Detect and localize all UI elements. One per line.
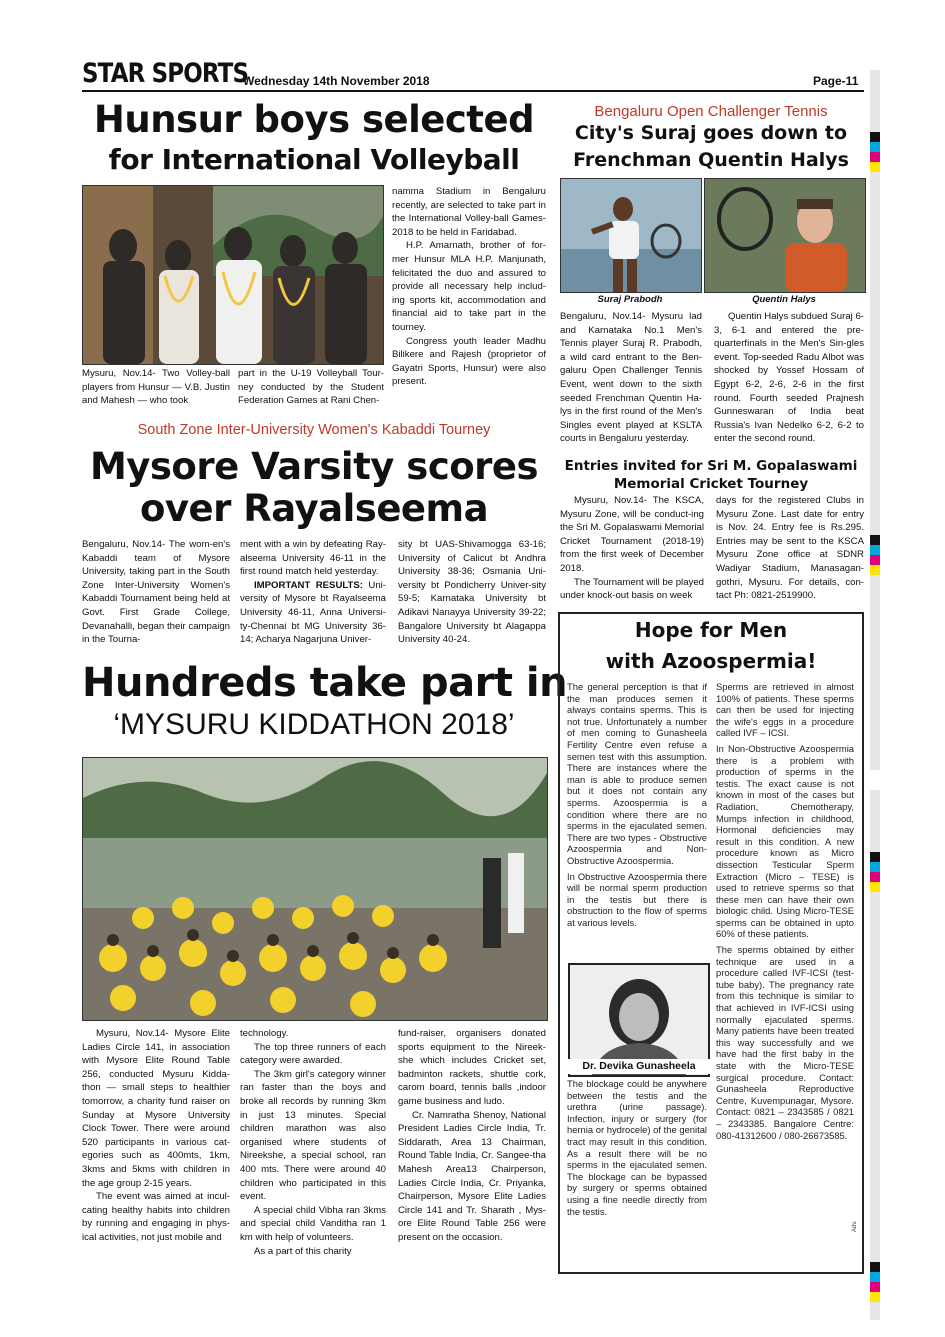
story3-col3 [398, 538, 546, 650]
advert-col2-p1: Sperms are retrieved in almost 100% of patients. These sperms can then be used for injecting the wife's eggs in a procedure called IVF – ICSI. [716, 681, 854, 739]
story4-col2-p1: days for the registered Clubs in Mysuru Zone. Last date for entry is Nov. 24. Entry fee is Rs.295. Entries may be sent to the KSCA Mysuru Zone office at SDNR Wadiyar Stadium, Manasagan-gothri, Mysuru. For details, con-tact Ph: 0821-2519900. [716, 495, 864, 602]
story2-photo-suraj [560, 178, 702, 293]
advert-col1-p2: In Obstructive Azoospermia there will be normal sperm production in the testis but there is obstruction to the flow of sperms at various levels. [567, 870, 707, 928]
story5-col1-p1: Mysuru, Nov.14- Mysore Elite Ladies Circle 141, in association with Mysore Elite Round Table 256, conducted Mysuru Kidda-thon — small steps to healthier tomorrow, a charity fund raiser on Sunday at Mysore University Clock Tower. There were around 520 participants in various cat-egories such as 400mts, 1km, 3kms and 5kms with children in the age group 2-15 years. [82, 1028, 230, 1189]
story4-col2 [716, 494, 864, 608]
story1-col3-p2: H.P. Amarnath, brother of for-mer Hunsur MLA H.P. Manjunath, felicitated the duo and assured to provide all necessary help includ-ing sports kit, accommodation and financial aid to take part in the tourney. [392, 240, 546, 333]
story5-col2-p1: technology. [240, 1028, 289, 1039]
story2-headline-line2: Frenchman Quentin Halys [573, 149, 849, 171]
story2-photo-quentin [704, 178, 866, 293]
registration-marks-low [870, 852, 880, 892]
story3-col2-rest: Uni-versity of Mysore bt Rayalseema University 46-11, Anna Universi-ty-Chennai bt MG University 36-14; Acharya Nagarjuna Univer- [240, 579, 386, 646]
story3-kicker: South Zone Inter-University Women's Kabaddi Tourney [137, 422, 491, 438]
story3-col2 [240, 538, 386, 650]
story1-col1 [82, 367, 230, 411]
advert-tag: Adv. [852, 1220, 858, 1232]
story2-photo1-caption: Suraj Prabodh [597, 294, 663, 305]
story1-col3-p3: Congress youth leader Madhu Bilikere and Rajesh (proprietor of Gayatri Sports, Hunsur) were also present. [392, 335, 546, 388]
story4-col1-p2: The Tournament will be played under knock-out basis on week [560, 576, 704, 602]
story4-col1 [560, 494, 704, 608]
story2-col1-p1: Bengaluru, Nov.14- Mysuru lad and Karnataka No.1 Men's Tennis player Suraj R. Prabodh, a wild card entrant to the Ben-galuru Open Challenger Tennis Event, went down to the sixth seeded Frenchman Quentin Ha-lys in the first round of the Men's Singles event played at KSLTA courts in Bengaluru yesterday. [560, 311, 702, 445]
story1-col2-p1: part in the U-19 Volleyball Tour-ney conducted by the Student Federation Games at Rani Chen- [238, 368, 384, 407]
masthead-date: Wednesday 14th November 2018 [243, 74, 430, 88]
story5-col2-p5: As a part of this charity [254, 1245, 352, 1257]
story5-col1 [82, 1027, 230, 1257]
story4-headline-line2: Memorial Cricket Tourney [613, 476, 809, 492]
story5-photo [82, 757, 548, 1021]
story2-photo2-caption: Quentin Halys [752, 294, 816, 305]
story5-col2 [240, 1027, 386, 1257]
story3-col2-text: ment with a win by defeating Ray-alseema University 46-11 in the first round match held yesterday. [240, 539, 386, 578]
registration-marks-mid [870, 535, 880, 575]
masthead-rule [82, 90, 864, 92]
advert-headline-line1: Hope for Men [634, 618, 788, 642]
page-number: Page-11 [813, 74, 859, 88]
advert-photo-caption: Dr. Devika Gunasheela [568, 1059, 710, 1074]
registration-marks-top [870, 132, 880, 172]
advert-col2-p3: The sperms obtained by either technique are used in a procedure called IVF-ICSI (test-tube baby). The pregnancy rate from this technique is similar to that achieved in IVF-ICSI using normally ejaculated sperms. Many patients have been treated this way successfully and we have had the first baby in the state with the Micro-TESE surgical procedure. Contact: Gunasheela Reproductive Centre, Kuvempunagar, Mysore. Contact: 0821 – 2343585 / 0821 – 2343385. Bangalore Centre: 080-41312600 / 080-26673585. [716, 944, 854, 1141]
advert-headline-line2: with Azoospermia! [605, 649, 817, 673]
margin-strip [870, 70, 880, 770]
story3-headline-line1: Mysore Varsity scores [89, 445, 539, 488]
masthead-title: STAR SPORTS [82, 58, 249, 89]
advert-col2-p2: In Non-Obstructive Azoospermia there is a problem with production of sperms in the testis. The exact cause is not known in most of the cases but Radiation, Chemotherapy, Mumps infection in childhood, Hormonal deficiencies may result in this condition. A new procedure known as Micro dissection Testicular Sperm Extraction (Micro – TESE) is used to retrieve sperms so that these men can have their own biologic child. Using Micro-TESE sperms can be obtained in upto 60% of these patients. [716, 742, 854, 940]
story1-photo [82, 185, 384, 365]
story2-col1 [560, 310, 702, 452]
story5-col3-p1: fund-raiser, organisers donated sports equipment to the Nireek-she which includes Cricket set, badminton rackets, shuttle cork, carom board, tennis balls ,indoor game business and ludo. [398, 1028, 546, 1107]
story2-col2-p1: Quentin Halys subdued Suraj 6-3, 6-1 and entered the pre-quarterfinals in the Men's Sin-gles event. Top-seeded Radu Albot was shocked by Yossef Hossam of Egypt 6-2, 2-6, 2-6 in the first round. Fourth seeded Prajnesh Gunneswaran of India beat Russia's Ivan Nedelko 6-2, 6-2 to enter the second round. [714, 311, 864, 445]
story4-col1-p1: Mysuru, Nov.14- The KSCA, Mysuru Zone, will be conduct-ing the Sri M. Gopalaswami Memorial Cricket Tournament (2018-19) from the first week of December 2018. [560, 495, 704, 574]
story2-headline-line1: City's Suraj goes down to [574, 122, 848, 144]
story1-col3 [392, 185, 546, 411]
story3-col1-p1: Bengaluru, Nov.14- The wom-en's Kabaddi team of Mysore University, taking part in the South Zone Inter-University Women's Kabaddi Tournament being held at Govt. First Grade College, Devanahalli, began their campaign in the Tourna- [82, 539, 230, 646]
story1-headline-line1: Hunsur boys selected [93, 98, 535, 141]
story3-col2-label: IMPORTANT RESULTS: [254, 579, 363, 591]
story3-col1 [82, 538, 230, 650]
story5-col3 [398, 1027, 546, 1257]
story1-col3-p1: namma Stadium in Bengaluru recently, are selected to take part in the International Volley-ball Games-2018 to be held in Faridabad. [392, 186, 546, 238]
advert-col2 [716, 681, 854, 1267]
advert-col1 [567, 681, 707, 956]
story5-col2-p3: The 3km girl's category winner ran faster than the boys and broke all records by running 3km in just 13 minutes. Special children marathon was also organised where students of Nireekshe, a special school, ran 400 mts. There were around 40 children who participated in this event. [240, 1068, 386, 1203]
story1-col2 [238, 367, 384, 411]
story2-kicker: Bengaluru Open Challenger Tennis [594, 103, 828, 120]
advert-col1-after-p1: The blockage could be anywhere between the testis and the urethra (urine passage). Infection, injury or surgery (for hernia or hydrocele) of the genital tract may result in this condition. As a result there will be no sperms in the ejaculated semen. The blockage can be bypassed by surgery or sperms obtained using a fine needle directly from the testis. [567, 1078, 707, 1217]
story5-col2-p4: A special child Vibha ran 3kms and special child Vanditha ran 1 km with help of volunteers. [240, 1204, 386, 1243]
story1-headline-line2: for International Volleyball [108, 143, 520, 176]
story3-col3-p1: sity bt UAS-Shivamogga 63-16; University of Calicut bt Andhra University 38-36; Osmania Uni-versity bt Pondicherry Univer-sity 59-5; Karnataka University bt Adikavi Nanayya University 39-22; Bangalore University bt Alagappa University 40-24. [398, 539, 546, 646]
story5-col2-p2: The top three runners of each category were awarded. [240, 1041, 386, 1067]
story1-col1-p1: Mysuru, Nov.14- Two Volley-ball players from Hunsur — V.B. Justin and Mahesh — who took [82, 368, 230, 407]
story4-headline-line1: Entries invited for Sri M. Gopalaswami [564, 458, 858, 474]
story2-col2 [714, 310, 864, 452]
story5-col3-p2: Cr. Namratha Shenoy, National President Ladies Circle India, Tr. Siddarath, Area 13 Chairman, Round Table India, Cr. Sangee-tha Mahesh Area13 Chairperson, Ladies Circle India, Cr. Priyanka, Chairperson, Mysore Elite Ladies Circle 141 and Tr. Sharath , Mys-ore Elite Round Table 256 were present on the occasion. [398, 1109, 546, 1243]
advert-col1-p1: The general perception is that if the man produces semen it always contains sperms. This is not true. Unfortunately a number of men coming to Gunasheela Fertility Centre even refuse a semen test with this assumption. There are instances where the man is able to produce semen but it does not contain any sperms. Azoospermia is a condition where there are no sperms in the ejaculated semen. There are two types - Obstructive Azoospermia and Non-Obstructive Azoospermia. [567, 681, 707, 866]
registration-marks-bottom [870, 1262, 880, 1302]
story5-col1-p2: The event was aimed at incul-cating healthy habits into children by running and engaging in phys-ical activities, not just mobile and [82, 1191, 230, 1243]
story5-headline-line1: Hundreds take part in [82, 660, 568, 706]
story5-headline-line2: ‘MYSURU KIDDATHON 2018’ [113, 708, 515, 741]
advert-col1-after [567, 1078, 707, 1266]
story3-headline-line2: over Rayalseema [139, 487, 489, 530]
